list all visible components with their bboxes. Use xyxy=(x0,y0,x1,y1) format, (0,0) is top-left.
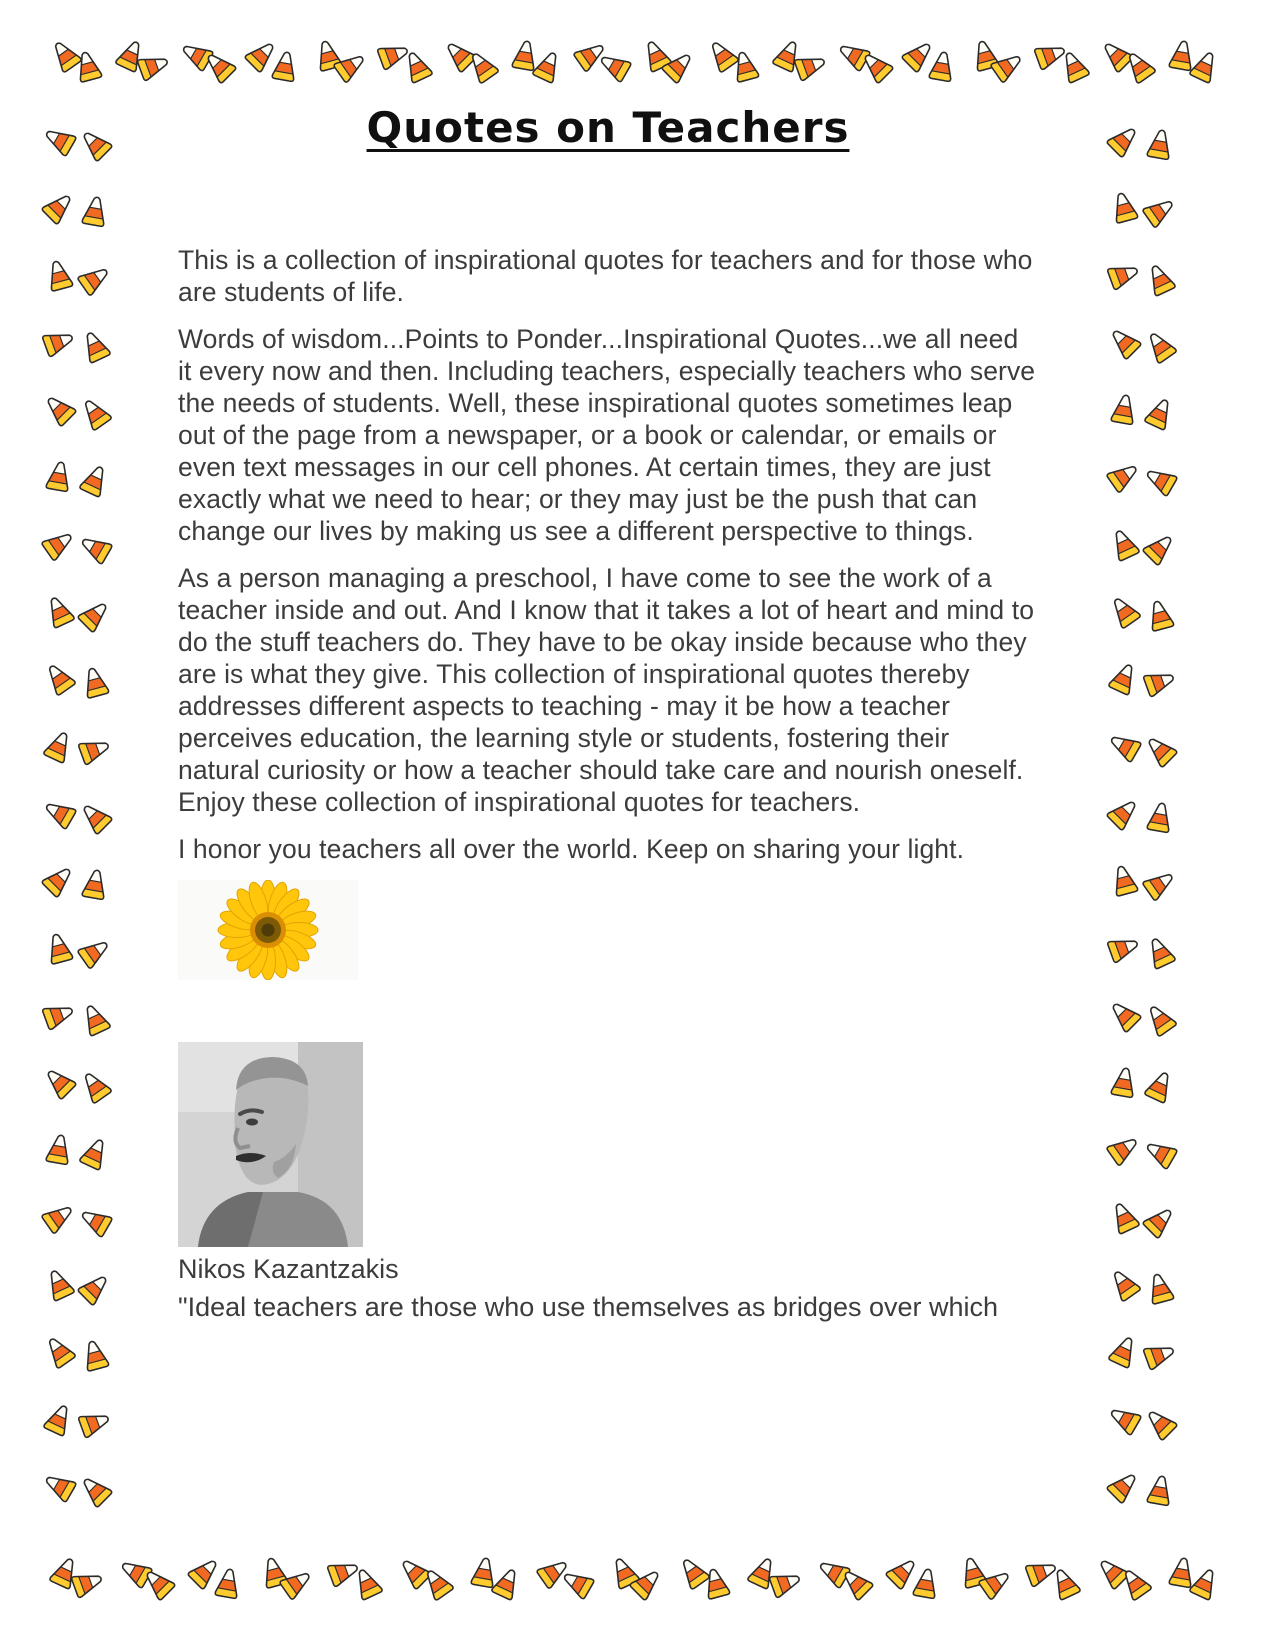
candy-corn-icon xyxy=(347,1563,387,1603)
candy-corn-icon xyxy=(1031,36,1069,74)
candy-corn-icon xyxy=(397,46,437,86)
candy-corn-icon xyxy=(1140,932,1180,972)
candy-corn-pair xyxy=(116,40,169,81)
candy-corn-icon xyxy=(570,34,612,76)
candy-corn-pair xyxy=(1109,192,1183,226)
candy-corn-icon xyxy=(38,186,80,228)
candy-corn-icon xyxy=(1118,45,1160,87)
candy-corn-icon xyxy=(111,35,151,75)
candy-corn-pair xyxy=(748,1557,801,1598)
candy-corn-icon xyxy=(374,36,412,74)
candy-corn-icon xyxy=(1114,1562,1156,1604)
candy-corn-pair xyxy=(1109,260,1183,294)
candy-corn-icon xyxy=(1140,1133,1181,1174)
candy-corn-pair xyxy=(1167,1557,1220,1598)
candy-corn-icon xyxy=(593,46,634,87)
candy-corn-icon xyxy=(330,45,372,87)
candy-corn-icon xyxy=(1139,728,1181,770)
candy-corn-pair xyxy=(1109,461,1183,495)
candy-corn-icon xyxy=(78,194,113,229)
candy-corn-pair xyxy=(120,1557,173,1598)
candy-corn-icon xyxy=(1103,321,1145,363)
candy-corn-pair xyxy=(539,1557,592,1598)
candy-corn-icon xyxy=(1103,1263,1145,1305)
candy-corn-icon xyxy=(487,1563,527,1603)
candy-corn-icon xyxy=(1103,792,1145,834)
candy-corn-icon xyxy=(1141,663,1179,701)
candy-corn-icon xyxy=(1104,1331,1144,1371)
candy-corn-icon xyxy=(38,1196,80,1238)
candy-corn-icon xyxy=(855,45,897,87)
candy-corn-icon xyxy=(75,1134,115,1174)
candy-corn-icon xyxy=(309,37,346,74)
candy-corn-icon xyxy=(75,999,115,1039)
candy-corn-icon xyxy=(461,45,503,87)
candy-corn-pair xyxy=(1109,1000,1183,1034)
candy-corn-icon xyxy=(1103,456,1145,498)
author-name: Nikos Kazantzakis xyxy=(178,1254,399,1284)
candy-corn-pair xyxy=(510,40,563,81)
candy-corn-icon xyxy=(954,1554,991,1591)
candy-corn-icon xyxy=(1104,658,1144,698)
candy-corn-icon xyxy=(69,1564,107,1602)
candy-corn-icon xyxy=(1106,862,1143,899)
candy-corn-pair xyxy=(1109,865,1183,899)
candy-corn-icon xyxy=(727,48,764,85)
candy-corn-pair xyxy=(44,663,118,697)
candy-corn-icon xyxy=(672,1551,714,1593)
candy-corn-icon xyxy=(698,1565,735,1602)
candy-corn-pair xyxy=(1109,1336,1183,1370)
candy-corn-icon xyxy=(1165,1555,1200,1590)
candy-corn-icon xyxy=(533,1551,575,1593)
candy-corn-icon xyxy=(792,47,830,85)
candy-corn-icon xyxy=(1107,392,1142,427)
candy-corn-icon xyxy=(38,1061,80,1103)
candy-corn-icon xyxy=(39,1264,79,1304)
candy-corn-icon xyxy=(76,1403,114,1441)
candy-corn-icon xyxy=(38,657,80,699)
candy-corn-icon xyxy=(210,1566,245,1601)
page-title: Quotes on Teachers xyxy=(366,103,850,152)
candy-corn-icon xyxy=(438,34,480,76)
candy-corn-icon xyxy=(1185,46,1225,86)
candy-corn-icon xyxy=(966,37,1003,74)
candy-corn-pair xyxy=(609,1557,662,1598)
candy-corn-icon xyxy=(134,47,172,85)
candy-corn-pair xyxy=(44,192,118,226)
candy-corn-border-bottom xyxy=(50,1524,1220,1598)
candy-corn-icon xyxy=(176,35,217,76)
candy-corn-pair xyxy=(44,798,118,832)
candy-corn-icon xyxy=(1105,255,1143,293)
candy-corn-pair xyxy=(838,40,891,81)
candy-corn-icon xyxy=(38,388,80,430)
candy-corn-pair xyxy=(818,1557,871,1598)
candy-corn-icon xyxy=(768,35,808,75)
candy-corn-icon xyxy=(42,1132,77,1167)
candy-corn-icon xyxy=(39,792,80,833)
candy-corn-icon xyxy=(44,34,86,76)
candy-corn-icon xyxy=(1104,1197,1144,1237)
candy-corn-icon xyxy=(701,34,743,76)
candy-corn-icon xyxy=(636,35,676,75)
candy-corn-icon xyxy=(1106,189,1143,226)
nikos-kazantzakis-portrait xyxy=(178,1042,363,1247)
candy-corn-pair xyxy=(190,1557,243,1598)
candy-corn-icon xyxy=(74,123,116,165)
candy-corn-pair xyxy=(379,40,432,81)
candy-corn-icon xyxy=(77,664,114,701)
candy-corn-pair xyxy=(1101,40,1154,81)
candy-corn-pair xyxy=(970,40,1023,81)
candy-corn-pair xyxy=(44,1336,118,1370)
candy-corn-pair xyxy=(44,1404,118,1438)
candy-corn-icon xyxy=(74,594,116,636)
candy-corn-icon xyxy=(1105,928,1143,966)
candy-corn-icon xyxy=(925,49,960,84)
candy-corn-pair xyxy=(1167,40,1220,81)
candy-corn-icon xyxy=(833,35,874,76)
candy-corn-icon xyxy=(78,867,113,902)
candy-corn-icon xyxy=(882,1551,924,1593)
candy-corn-pair xyxy=(44,260,118,294)
candy-corn-pair xyxy=(1109,1269,1183,1303)
candy-corn-pair xyxy=(641,40,694,81)
candy-corn-pair xyxy=(469,1557,522,1598)
document-body xyxy=(178,103,1038,1323)
candy-corn-pair xyxy=(329,1557,382,1598)
candy-corn-icon xyxy=(743,1552,783,1592)
candy-corn-icon xyxy=(39,726,79,766)
candy-corn-pair xyxy=(44,1134,118,1168)
candy-corn-icon xyxy=(1139,527,1181,569)
candy-corn-icon xyxy=(898,34,940,76)
candy-corn-pair xyxy=(44,1067,118,1101)
sunflower-image xyxy=(178,880,358,980)
candy-corn-icon xyxy=(604,1552,644,1592)
candy-corn-icon xyxy=(39,120,80,161)
candy-corn-icon xyxy=(256,1554,293,1591)
candy-corn-pair xyxy=(50,1557,103,1598)
candy-corn-pair xyxy=(44,933,118,967)
candy-corn-icon xyxy=(1142,597,1179,634)
candy-corn-icon xyxy=(137,1562,179,1604)
candy-corn-icon xyxy=(1140,393,1180,433)
candy-corn-icon xyxy=(1104,725,1145,766)
candy-corn-pair xyxy=(904,40,957,81)
candy-corn-icon xyxy=(393,1551,435,1593)
candy-corn-pair xyxy=(1109,663,1183,697)
candy-corn-icon xyxy=(41,929,78,966)
candy-corn-icon xyxy=(556,1563,597,1604)
candy-corn-pair xyxy=(44,1269,118,1303)
candy-corn-pair xyxy=(888,1557,941,1598)
candy-corn-pair xyxy=(1109,798,1183,832)
candy-corn-pair xyxy=(678,1557,731,1598)
candy-corn-icon xyxy=(1103,590,1145,632)
candy-corn-icon xyxy=(1104,1398,1145,1439)
candy-corn-icon xyxy=(1140,259,1180,299)
candy-corn-pair xyxy=(181,40,234,81)
candy-corn-icon xyxy=(75,527,116,568)
candy-corn-pair xyxy=(1109,731,1183,765)
candy-corn-icon xyxy=(1139,1401,1181,1443)
candy-corn-pair xyxy=(50,40,103,81)
candy-corn-pair xyxy=(44,1471,118,1505)
candy-corn-pair xyxy=(313,40,366,81)
candy-corn-icon xyxy=(325,1553,363,1591)
candy-corn-icon xyxy=(39,591,79,631)
candy-corn-icon xyxy=(1095,34,1137,76)
paragraph-intro: This is a collection of inspirational quotes for teachers and for those who are students of life. xyxy=(178,245,1033,307)
candy-corn-icon xyxy=(416,1562,458,1604)
candy-corn-icon xyxy=(75,326,115,366)
candy-corn-pair xyxy=(1109,1067,1183,1101)
paragraph-honor: I honor you teachers all over the world. Keep on sharing your light. xyxy=(178,834,965,864)
candy-corn-icon xyxy=(835,1562,877,1604)
candy-corn-icon xyxy=(268,49,303,84)
candy-corn-pair xyxy=(44,529,118,563)
candy-corn-pair xyxy=(1109,1404,1183,1438)
paragraph-wisdom: Words of wisdom...Points to Ponder...Inspirational Quotes...we all need it every now and then. Including teachers, especially teachers who serve the needs of students. Well, these inspirational quotes sometimes leap out of the page from a newspaper, or a book or calendar, or emails or even text messages in our cell phones. At certain times, they are just exactly what we need to hear; or they may just be the push that can change our lives by making us see a different perspective to things. xyxy=(178,324,1036,546)
candy-corn-pair xyxy=(44,327,118,361)
candy-corn-icon xyxy=(38,523,80,565)
candy-corn-icon xyxy=(1140,1066,1180,1106)
candy-corn-icon xyxy=(1045,1563,1085,1603)
candy-corn-icon xyxy=(1139,998,1181,1040)
candy-corn-pair xyxy=(1109,125,1183,159)
candy-corn-pair xyxy=(44,394,118,428)
candy-corn-pair xyxy=(44,461,118,495)
candy-corn-pair xyxy=(707,40,760,81)
candy-corn-border-right xyxy=(1109,125,1183,1505)
candy-corn-icon xyxy=(198,45,240,87)
candy-corn-icon xyxy=(1091,1551,1133,1593)
candy-corn-icon xyxy=(1142,1270,1179,1307)
candy-corn-icon xyxy=(1143,127,1178,162)
candy-corn-icon xyxy=(183,1551,225,1593)
candy-corn-icon xyxy=(40,996,78,1034)
candy-corn-pair xyxy=(1109,1471,1183,1505)
candy-corn-icon xyxy=(114,1552,155,1593)
candy-corn-icon xyxy=(1103,1465,1145,1507)
candy-corn-icon xyxy=(658,45,700,87)
candy-corn-pair xyxy=(1109,933,1183,967)
candy-corn-icon xyxy=(1139,190,1181,232)
candy-corn-icon xyxy=(1103,1129,1145,1171)
candy-corn-icon xyxy=(75,1200,116,1241)
candy-corn-icon xyxy=(1140,460,1181,501)
candy-corn-icon xyxy=(70,48,107,85)
candy-corn-icon xyxy=(1103,119,1145,161)
candy-corn-icon xyxy=(1104,524,1144,564)
candy-corn-pair xyxy=(1109,394,1183,428)
candy-corn-border-left xyxy=(44,125,118,1505)
candy-corn-icon xyxy=(76,730,114,768)
candy-corn-icon xyxy=(38,859,80,901)
candy-corn-pair xyxy=(1109,1134,1183,1168)
candy-corn-pair xyxy=(44,1000,118,1034)
candy-corn-pair xyxy=(259,1557,312,1598)
candy-corn-icon xyxy=(241,34,283,76)
candy-corn-icon xyxy=(74,258,116,300)
quote-line: "Ideal teachers are those who use themselves as bridges over which xyxy=(178,1292,999,1322)
candy-corn-icon xyxy=(1023,1553,1061,1591)
candy-corn-icon xyxy=(45,1552,85,1592)
candy-corn-pair xyxy=(1109,1202,1183,1236)
candy-corn-pair xyxy=(958,1557,1011,1598)
candy-corn-pair xyxy=(44,125,118,159)
candy-corn-icon xyxy=(508,38,543,73)
candy-corn-icon xyxy=(74,392,116,434)
candy-corn-pair xyxy=(1097,1557,1150,1598)
candy-corn-icon xyxy=(1139,1200,1181,1242)
candy-corn-icon xyxy=(74,796,116,838)
candy-corn-icon xyxy=(41,256,78,293)
candy-corn-pair xyxy=(247,40,300,81)
candy-corn-icon xyxy=(39,1399,79,1439)
candy-corn-icon xyxy=(74,1065,116,1107)
candy-corn-icon xyxy=(466,1555,501,1590)
candy-corn-pair xyxy=(1109,529,1183,563)
candy-corn-icon xyxy=(1139,325,1181,367)
candy-corn-icon xyxy=(74,1267,116,1309)
candy-corn-icon xyxy=(767,1564,805,1602)
candy-corn-icon xyxy=(1141,1336,1179,1374)
candy-corn-icon xyxy=(277,1562,319,1604)
candy-corn-icon xyxy=(1143,1473,1178,1508)
candy-corn-pair xyxy=(399,1557,452,1598)
candy-corn-pair xyxy=(576,40,629,81)
candy-corn-pair xyxy=(1036,40,1089,81)
candy-corn-icon xyxy=(975,1562,1017,1604)
candy-corn-pair xyxy=(773,40,826,81)
candy-corn-icon xyxy=(74,1469,116,1511)
candy-corn-icon xyxy=(77,1337,114,1374)
candy-corn-pair xyxy=(44,596,118,630)
candy-corn-icon xyxy=(1185,1563,1225,1603)
candy-corn-icon xyxy=(1143,800,1178,835)
candy-corn-icon xyxy=(75,461,115,501)
candy-corn-pair xyxy=(444,40,497,81)
candy-corn-icon xyxy=(38,1330,80,1372)
candy-corn-icon xyxy=(40,323,78,361)
candy-corn-icon xyxy=(987,45,1029,87)
candy-corn-icon xyxy=(1103,994,1145,1036)
candy-corn-pair xyxy=(1109,596,1183,630)
candy-corn-pair xyxy=(44,1202,118,1236)
candy-corn-pair xyxy=(1027,1557,1080,1598)
candy-corn-pair xyxy=(44,865,118,899)
candy-corn-icon xyxy=(1054,46,1094,86)
candy-corn-icon xyxy=(812,1552,853,1593)
candy-corn-icon xyxy=(74,931,116,973)
candy-corn-icon xyxy=(39,1465,80,1506)
paragraph-preschool: As a person managing a preschool, I have come to see the work of a teacher inside and out. And I know that it takes a lot of heart and mind to do the stuff teachers do. They have to be okay inside because who they are is what they give. This collection of inspirational quotes thereby addresses different aspects to teaching - may it be how a teacher perceives education, the learning style or students, fostering their natural curiosity or how a teacher should take care and nourish oneself. Enjoy these collection of inspirational quotes for teachers. xyxy=(178,563,1035,817)
candy-corn-icon xyxy=(908,1566,943,1601)
candy-corn-pair xyxy=(1109,327,1183,361)
candy-corn-icon xyxy=(1165,38,1200,73)
candy-corn-icon xyxy=(1139,863,1181,905)
candy-corn-icon xyxy=(1107,1065,1142,1100)
candy-corn-icon xyxy=(625,1562,667,1604)
candy-corn-icon xyxy=(42,459,77,494)
candy-corn-pair xyxy=(44,731,118,765)
candy-corn-icon xyxy=(528,46,568,86)
